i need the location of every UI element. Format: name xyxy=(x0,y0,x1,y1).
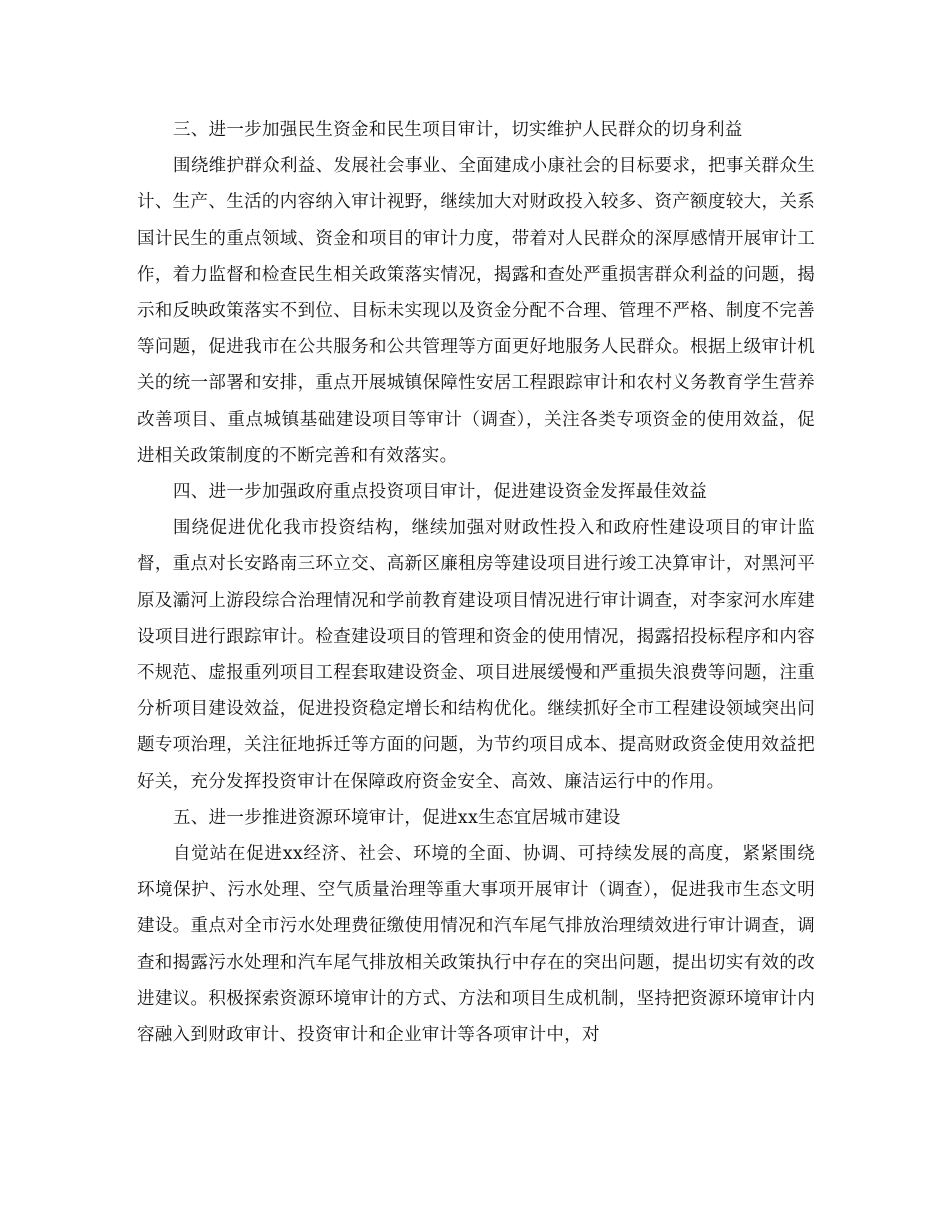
section-heading-5: 五、进一步推进资源环境审计，促进xx生态宜居城市建设 xyxy=(173,807,621,828)
section-body-3: 围绕维护群众利益、发展社会事业、全面建成小康社会的目标要求，把事关群众生计、生产、生活的内容纳入审计视野，继续加大对财政投入较多、资产额度较大，关系国计民生的重点领域、资金和项目的审计力度，带着对人民群众的深厚感情开展审计工作，着力监督和检查民生相关政策落实情况，揭露和查处严重损害群众利益的问题，揭示和反映政策落实不到位、目标未实现以及资金分配不合理、管理不严格、制度不完善等问题，促进我市在公共服务和公共管理等方面更好地服务人民群众。根据上级审计机关的统一部署和安排，重点开展城镇保障性安居工程跟踪审计和农村义务教育学生营养改善项目、重点城镇基础建设项目等审计（调查），关注各类专项资金的使用效益，促进相关政策制度的不断完善和有效落实。 xyxy=(137,156,815,466)
document-page xyxy=(137,112,815,1053)
section-body-5: 自觉站在促进xx经济、社会、环境的全面、协调、可持续发展的高度，紧紧围绕环境保护、污水处理、空气质量治理等重大事项开展审计（调查），促进我市生态文明建设。重点对全市污水处理费征缴使用情况和汽车尾气排放治理绩效进行审计调查，调查和揭露污水处理和汽车尾气排放相关政策执行中存在的突出问题，提出切实有效的改进建议。积极探索资源环境审计的方式、方法和项目生成机制，坚持把资源环境审计内容融入到财政审计、投资审计和企业审计等各项审计中，对 xyxy=(137,844,815,1046)
section-heading-3: 三、进一步加强民生资金和民生项目审计，切实维护人民群众的切身利益 xyxy=(173,120,743,140)
section-heading-4: 四、进一步加强政府重点投资项目审计，促进建设资金发挥最佳效益 xyxy=(173,482,707,503)
section-body-4: 围绕促进优化我市投资结构，继续加强对财政性投入和政府性建设项目的审计监督，重点对长安路南三环立交、高新区廉租房等建设项目进行竣工决算审计，对黑河平原及灞河上游段综合治理情况和学前教育建设项目情况进行审计调查，对李家河水库建设项目进行跟踪审计。检查建设项目的管理和资金的使用情况，揭露招投标程序和内容不规范、虚报重列项目工程套取建设资金、项目进展缓慢和严重损失浪费等问题，注重分析项目建设效益，促进投资稳定增长和结构优化。继续抓好全市工程建设领域突出问题专项治理，关注征地拆迁等方面的问题，为节约项目成本、提高财政资金使用效益把好关，充分发挥投资审计在保障政府资金安全、高效、廉洁运行中的作用。 xyxy=(137,518,815,792)
